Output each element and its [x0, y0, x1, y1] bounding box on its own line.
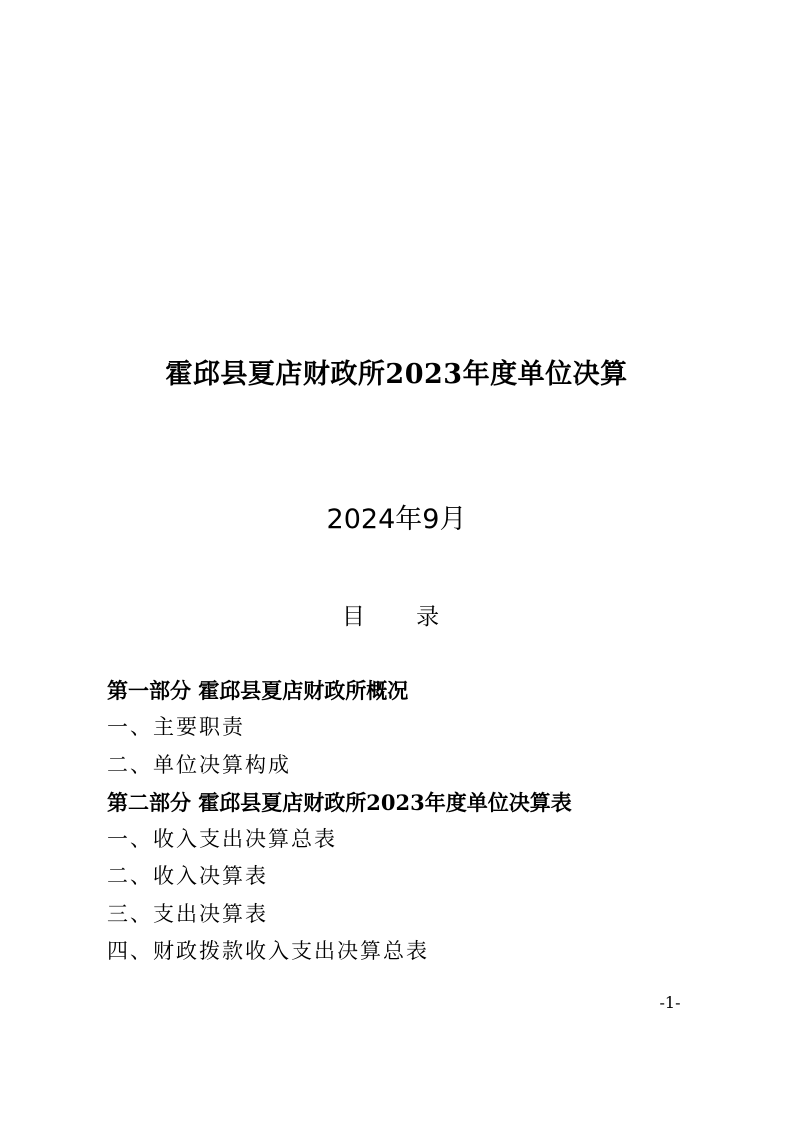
toc-item-expense-table[interactable]: 三、支出决算表	[107, 901, 268, 926]
document-title: 霍邱县夏店财政所2023年度单位决算	[165, 359, 628, 390]
toc-part-1[interactable]: 第一部分 霍邱县夏店财政所概况	[107, 678, 409, 703]
toc-heading: 目 录	[341, 604, 462, 630]
toc-item-fiscal-appropriation-summary[interactable]: 四、财政拨款收入支出决算总表	[107, 939, 429, 964]
toc-part-2[interactable]: 第二部分 霍邱县夏店财政所2023年度单位决算表	[107, 789, 572, 815]
toc-item-unit-composition[interactable]: 二、单位决算构成	[107, 752, 291, 777]
toc-item-income-table[interactable]: 二、收入决算表	[107, 864, 268, 889]
table-of-contents	[107, 672, 747, 970]
toc-item-main-duties[interactable]: 一、主要职责	[107, 715, 245, 740]
document-date: 2024年9月	[326, 504, 467, 535]
page-number: -1-	[659, 993, 681, 1012]
toc-item-income-expense-summary[interactable]: 一、收入支出决算总表	[107, 827, 337, 852]
